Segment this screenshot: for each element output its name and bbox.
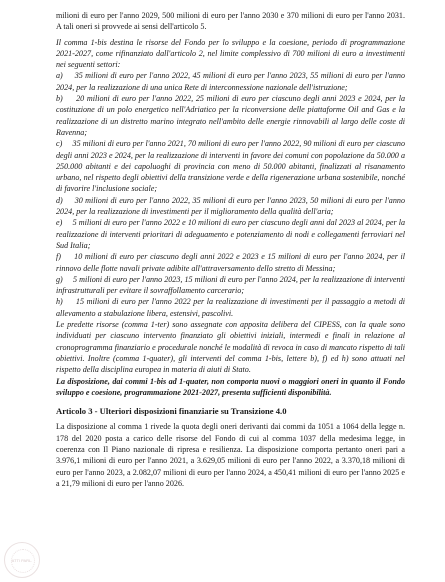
intro-paragraph: milioni di euro per l'anno 2029, 500 milioni di euro per l'anno 2030 e 370 milioni di euro per l'anno 2031. A tali oneri si provvede ai sensi dell'articolo 5. — [56, 11, 405, 32]
article-3-heading: Articolo 3 - Ulteriori disposizioni finanziarie su Transizione 4.0 — [56, 406, 287, 417]
watermark-stamp — [4, 542, 40, 578]
list-item-c: c) 35 milioni di euro per l'anno 2021, 70 milioni di euro per l'anno 2022, 90 milioni di euro per ciascuno degli anni 2023 e 2024, per la realizzazione di interventi in favore dei comuni con popolazione da 50.000 a 250.000 abitanti e dei capoluoghi di provincia con meno di 50.000 abitanti, finalizzati al risanamento urbano, nel rispetto degli obiettivi della transizione verde e della rigenerazione urbana sostenibile, nonché di favorire l'inclusione sociale; — [56, 139, 405, 194]
list-item-d: d) 30 milioni di euro per l'anno 2022, 35 milioni di euro per l'anno 2023, 50 milioni di euro per l'anno 2024, per la realizzazione di investimenti per il miglioramento della qualità dell'aria; — [56, 195, 405, 217]
article-3-body: La disposizione al comma 1 rivede la quota degli oneri derivanti dai commi da 1051 a 1064 della legge n. 178 del 2020 posta a carico delle risorse del Fondo di cui al comma 1037 della medesima legge, in coerenza con Il Piano nazionale di ripresa e resilienza. La disposizione comporta pertanto oneri pari a 3.976,1 milioni di euro per l'anno 2021, a 3.629,05 milioni di euro per l'anno 2022, a 3.370,18 milioni di euro per l'anno 2023, a 2.082,07 milioni di euro per l'anno 2024, a 450,41 milioni di euro per l'anno 2025 e a 21,79 milioni di euro per l'anno 2026. — [56, 422, 405, 488]
comma-1bis-intro: Il comma 1-bis destina le risorse del Fondo per lo sviluppo e la coesione, periodo di programmazione 2021-2027, come rifinanziato dall'articolo 2, nel limite complessivo di 700 milioni di euro a investimenti nei seguenti settori: — [56, 37, 405, 70]
list-item-f: f) 10 milioni di euro per ciascuno degli anni 2022 e 2023 e 15 milioni di euro per l'anno 2024, per il rinnovo delle flotte navali private adibite all'attraversamento dello stretto di Messina; — [56, 252, 405, 273]
stamp-text: ATTI PARL. — [11, 558, 33, 563]
list-item-b: b) 20 milioni di euro per l'anno 2022, 25 milioni di euro per ciascuno degli anni 2023 e 2024, per la costituzione di un polo energetico nell'Adriatico per la riconversione delle piattaforme Oil and Gas e la realizzazione di un distretto marino integrato nell'ambito delle energie rinnovabili al largo delle coste di Ravenna; — [56, 94, 405, 137]
list-item-h: h) 15 milioni di euro per l'anno 2022 per la realizzazione di investimenti per il passaggio a metodi di allevamento a stabulazione libera, estensivi, pascolivi. — [56, 297, 405, 318]
list-item-e: e) 5 milioni di euro per l'anno 2022 e 10 milioni di euro per ciascuno degli anni dal 2023 al 2024, per la realizzazione di interventi prioritari di adeguamento e potenziamento di nodi e collegamenti ferroviari nel Sud Italia; — [56, 218, 405, 250]
list-item-a: a) 35 milioni di euro per l'anno 2022, 45 milioni di euro per l'anno 2023, 55 milioni di euro per l'anno 2024, per la realizzazione di una unica Rete di interconnessione nazionale dell'istruzione; — [56, 71, 405, 92]
risorse-paragraph: Le predette risorse (comma 1-ter) sono assegnate con apposita delibera del CIPESS, con la quale sono individuati per ciascuno intervento finanziato gli obiettivi iniziali, intermedi e finali in relazione al cronoprogramma finanziario e procedurale nonché le modalità di revoca in caso di mancato rispetto di tali obiettivi. Inoltre (comma 1-quater), gli interventi del comma 1-bis, lettere b), f) ed h) sono attuati nel rispetto della disciplina europea in materia di aiuti di Stato. — [56, 320, 405, 375]
list-item-g: g) 5 milioni di euro per l'anno 2023, 15 milioni di euro per l'anno 2024, per la realizzazione di interventi infrastrutturali per evitare il sovraffollamento carcerario; — [56, 274, 405, 296]
conclusion-paragraph: La disposizione, dai commi 1-bis ad 1-quater, non comporta nuovi o maggiori oneri in quanto il Fondo sviluppo e coesione, programmazione 2021-2027, presenta sufficienti disponibilità. — [56, 376, 405, 397]
